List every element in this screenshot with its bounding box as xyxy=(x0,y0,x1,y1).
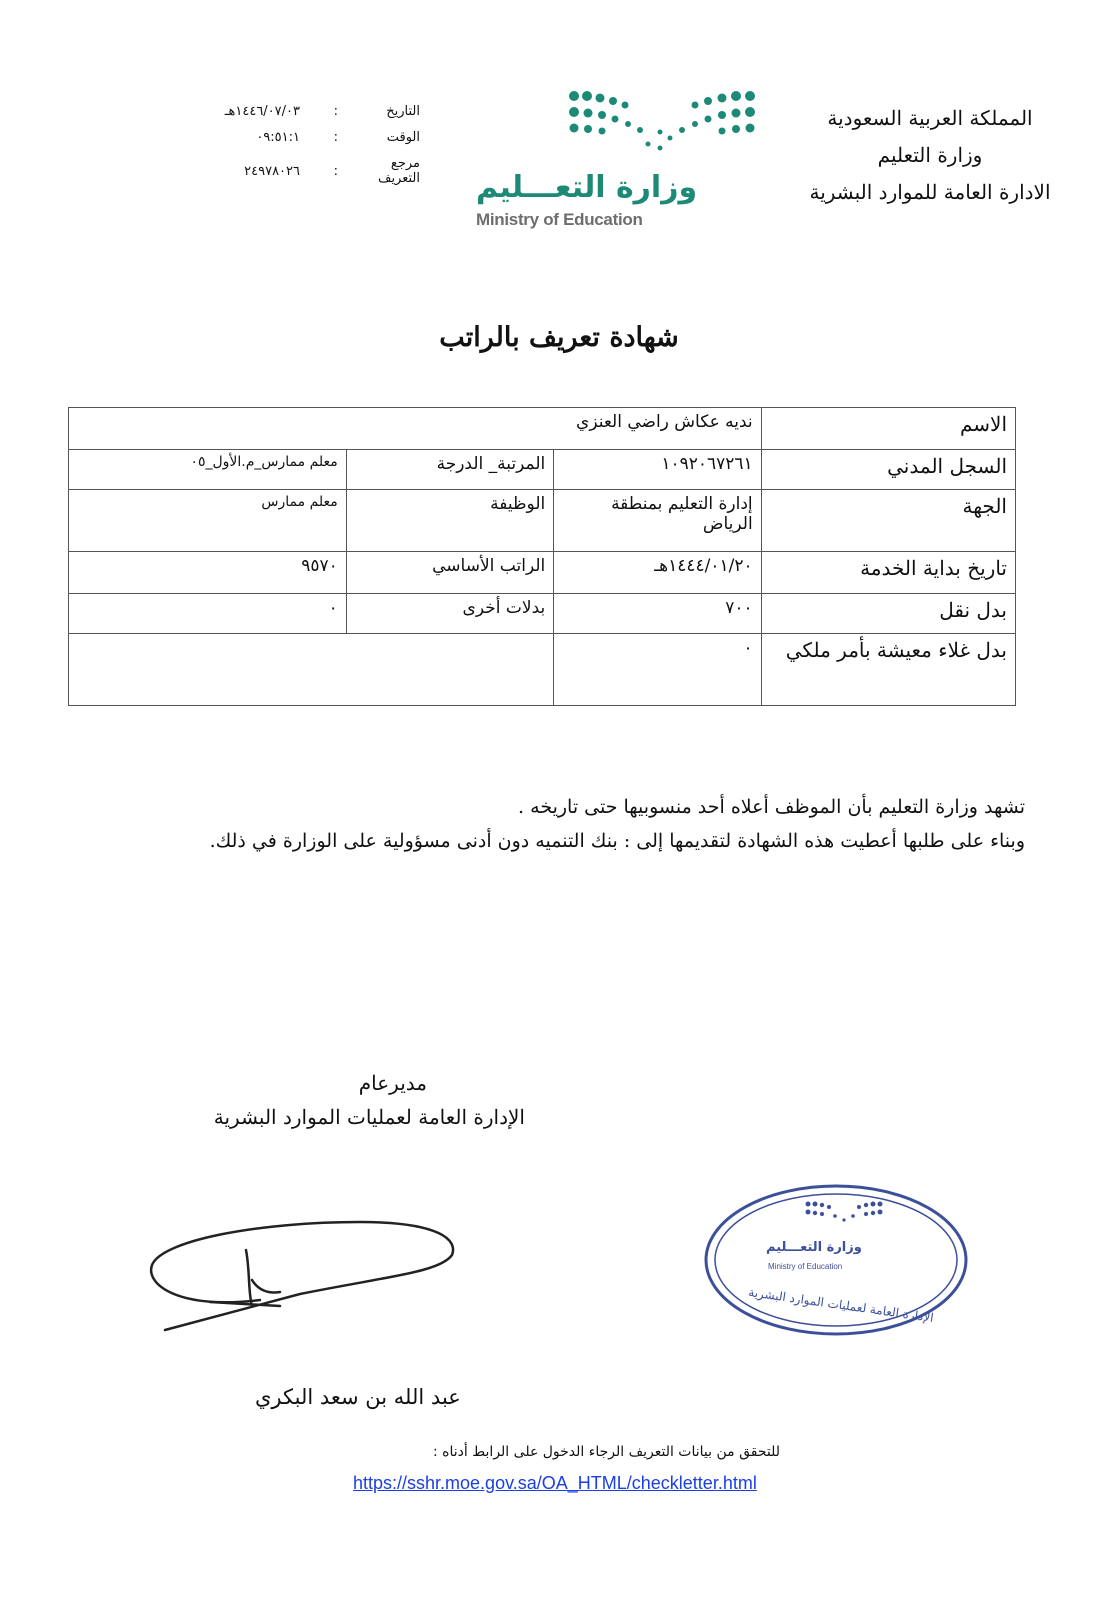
basic-salary-value: ٩٥٧٠ xyxy=(69,552,347,594)
time-row xyxy=(200,130,440,156)
table-row xyxy=(69,490,1016,552)
table-row xyxy=(69,594,1016,634)
colon: : xyxy=(333,104,338,119)
verification-instructions: للتحقق من بيانات التعريف الرجاء الدخول على الرابط أدناه : xyxy=(433,1444,780,1460)
employee-info-table xyxy=(68,407,1016,706)
transport-allowance-label: بدل نقل xyxy=(761,594,1015,634)
reference-value: ٢٤٩٧٨٠٢٦ xyxy=(244,164,300,179)
entity-value: إدارة التعليم بمنطقة الرياض xyxy=(554,490,761,552)
handwritten-signature-icon xyxy=(140,1210,470,1340)
table-row xyxy=(69,450,1016,490)
body-line-1: تشهد وزارة التعليم بأن الموظف أعلاه أحد منسوبيها حتى تاريخه . xyxy=(518,796,1025,818)
time-label: الوقت xyxy=(386,130,420,145)
signatory-title: مديرعام xyxy=(358,1071,427,1095)
verification-link[interactable]: https://sshr.moe.gov.sa/OA_HTML/checkletter.html xyxy=(353,1473,757,1493)
signatory-name: عبد الله بن سعد البكري xyxy=(255,1385,461,1409)
civil-id-label: السجل المدني xyxy=(761,450,1015,490)
kingdom-line: المملكة العربية السعودية xyxy=(827,106,1033,130)
date-value: ١٤٤٦/٠٧/٠٣هـ xyxy=(224,104,300,119)
basic-salary-label: الراتب الأساسي xyxy=(346,552,553,594)
civil-id-value: ١٠٩٢٠٦٧٢٦١ xyxy=(554,450,761,490)
logo-english-text: Ministry of Education xyxy=(476,210,643,229)
colon: : xyxy=(333,130,338,145)
job-value: معلم ممارس xyxy=(69,490,347,552)
ministry-line: وزارة التعليم xyxy=(877,143,983,167)
date-label: التاريخ xyxy=(386,104,420,119)
other-allowances-label: بدلات أخرى xyxy=(346,594,553,634)
empty-cell xyxy=(69,634,554,706)
table-row xyxy=(69,634,1016,706)
table-row xyxy=(69,552,1016,594)
logo-dots-icon xyxy=(470,88,770,168)
certificate-title: شهادة تعريف بالراتب xyxy=(439,322,679,353)
stamp-ministry-en: Ministry of Education xyxy=(768,1262,843,1271)
date-row xyxy=(200,104,440,130)
signatory-block xyxy=(160,1066,525,1134)
transport-allowance-value: ٧٠٠ xyxy=(554,594,761,634)
rank-value: معلم ممارس_م.الأول_٠٥ xyxy=(69,450,347,490)
job-label: الوظيفة xyxy=(346,490,553,552)
body-line-2: وبناء على طلبها أعطيت هذه الشهادة لتقديمها إلى : بنك التنميه دون أدنى مسؤولية على الوزارة في ذلك. xyxy=(209,830,1025,852)
reference-row xyxy=(200,156,440,190)
service-start-label: تاريخ بداية الخدمة xyxy=(761,552,1015,594)
document-meta xyxy=(200,104,440,190)
department-line: الادارة العامة للموارد البشرية xyxy=(809,180,1051,204)
entity-label: الجهة xyxy=(761,490,1015,552)
rank-label: المرتبة_ الدرجة xyxy=(346,450,553,490)
certificate-body xyxy=(70,790,1025,858)
stamp-department-text: الإدارة العامة لعمليات الموارد البشرية xyxy=(747,1285,935,1325)
ministry-logo xyxy=(470,88,770,238)
reference-label: مرجع التعريف xyxy=(377,156,420,186)
service-start-value: ١٤٤٤/٠١/٢٠هـ xyxy=(554,552,761,594)
name-value: نديه عكاش راضي العنزي xyxy=(69,408,762,450)
official-stamp xyxy=(700,1180,972,1340)
cola-label: بدل غلاء معيشة بأمر ملكي xyxy=(761,634,1015,706)
time-value: ٠٩:٥١:١ xyxy=(256,130,300,145)
logo-arabic-text: وزارة التعـــليم xyxy=(476,170,698,205)
organization-header xyxy=(770,100,1090,211)
colon: : xyxy=(333,164,338,179)
stamp-ministry-ar: وزارة التعـــليم xyxy=(766,1240,862,1255)
signatory-department: الإدارة العامة لعمليات الموارد البشرية xyxy=(213,1105,525,1129)
name-label: الاسم xyxy=(761,408,1015,450)
cola-value: ٠ xyxy=(554,634,761,706)
table-row xyxy=(69,408,1016,450)
other-allowances-value: ٠ xyxy=(69,594,347,634)
